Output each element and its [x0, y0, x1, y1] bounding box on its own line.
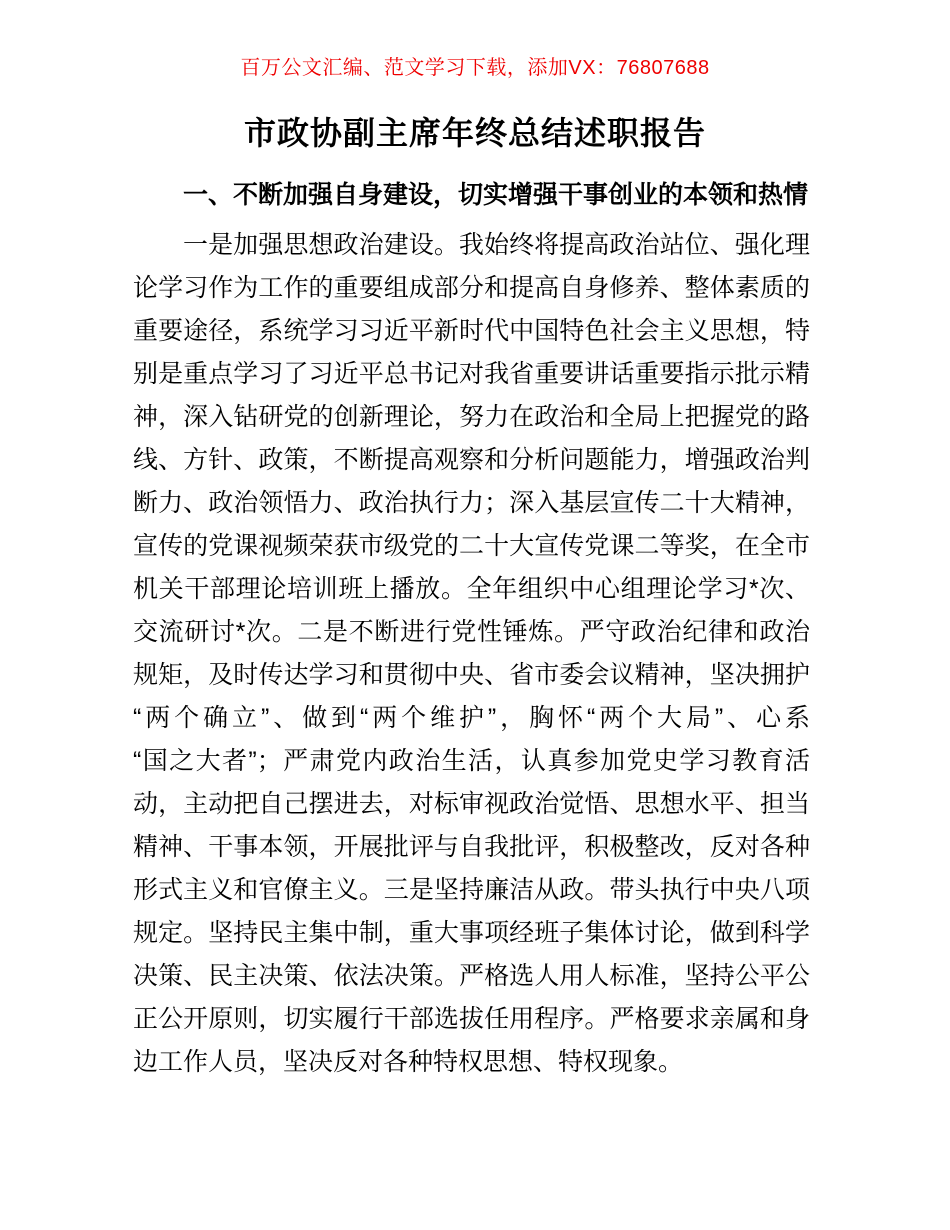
text-line: “国之大者”；严肃党内政治生活，认真参加党史学习教育活: [133, 747, 810, 775]
promo-notice: 百万公文汇编、范文学习下载，添加VX：76807688: [240, 57, 710, 79]
text-line: 一是加强思想政治建设。我始终将提高政治站位、强化理: [183, 231, 810, 259]
text-line: 规定。坚持民主集中制，重大事项经班子集体讨论，做到科学: [133, 919, 810, 947]
document-title: 市政协副主席年终总结述职报告: [243, 115, 706, 151]
text-line: 断力、政治领悟力、政治执行力；深入基层宣传二十大精神，: [133, 489, 810, 517]
text-line: 精神、干事本领，开展批评与自我批评，积极整改，反对各种: [133, 833, 810, 861]
text-line: 别是重点学习了习近平总书记对我省重要讲话重要指示批示精: [133, 360, 810, 388]
text-line: 规矩，及时传达学习和贯彻中央、省市委会议精神，坚决拥护: [133, 661, 810, 689]
text-line: 重要途径，系统学习习近平新时代中国特色社会主义思想，特: [133, 317, 810, 345]
text-line: 机关干部理论培训班上播放。全年组织中心组理论学习*次、: [133, 575, 810, 603]
text-line: 形式主义和官僚主义。三是坚持廉洁从政。带头执行中央八项: [133, 876, 810, 904]
text-line: 动，主动把自己摆进去，对标审视政治觉悟、思想水平、担当: [133, 790, 810, 818]
section-heading: 一、不断加强自身建设，切实增强干事创业的本领和热情: [183, 181, 809, 209]
text-line: 论学习作为工作的重要组成部分和提高自身修养、整体素质的: [133, 274, 810, 302]
text-line: 线、方针、政策，不断提高观察和分析问题能力，增强政治判: [133, 446, 810, 474]
text-line: 正公开原则，切实履行干部选拔任用程序。严格要求亲属和身: [133, 1005, 810, 1033]
body-paragraph: [133, 224, 810, 1084]
text-line: 交流研讨*次。二是不断进行党性锤炼。严守政治纪律和政治: [133, 618, 810, 646]
text-line: 神，深入钻研党的创新理论，努力在政治和全局上把握党的路: [133, 403, 810, 431]
text-line: “两个确立”、做到“两个维护”，胸怀“两个大局”、心系: [133, 704, 810, 732]
document-body: [133, 174, 810, 1084]
text-line: 宣传的党课视频荣获市级党的二十大宣传党课二等奖，在全市: [133, 532, 810, 560]
text-line: 决策、民主决策、依法决策。严格选人用人标准，坚持公平公: [133, 962, 810, 990]
text-line: 边工作人员，坚决反对各种特权思想、特权现象。: [133, 1048, 684, 1076]
